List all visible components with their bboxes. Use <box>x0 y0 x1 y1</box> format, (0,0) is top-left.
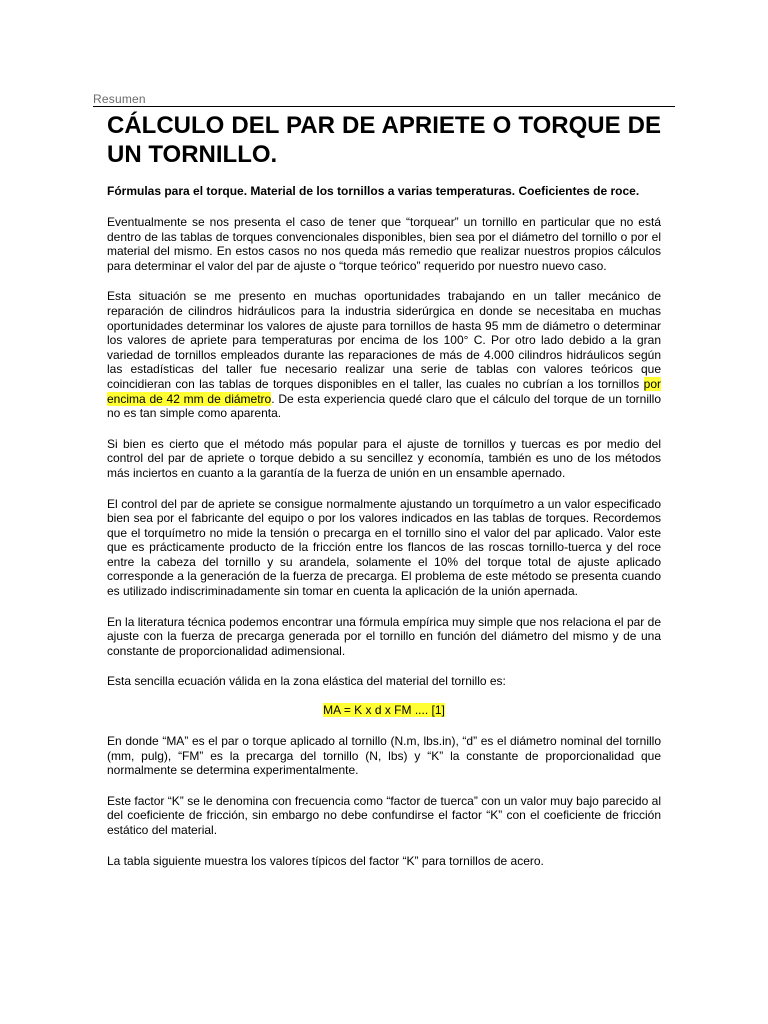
paragraph-4: El control del par de apriete se consigue normalmente ajustando un torquímetro a un valor especificado bien sea por el fabricante del equipo o por los valores indicados en las tablas de torques. Recordemos que el torquímetro no mide la tensión o precarga en el tornillo sino el valor del par aplicado. Valor este que es prácticamente producto de la fricción entre los flancos de las roscas tornillo-tuerca y del roce entre la cabeza del tornillo y su arandela, solamente el 10% del torque total de ajuste aplicado corresponde a la generación de la fuerza de precarga. El problema de este método se presenta cuando es utilizado indiscriminadamente sin tomar en cuenta la aplicación de la unión apernada. <box>107 496 661 599</box>
paragraph-5: En la literatura técnica podemos encontrar una fórmula empírica muy simple que nos relaciona el par de ajuste con la fuerza de precarga generada por el tornillo en función del diámetro del mismo y de una constante de proporcionalidad adimensional. <box>107 614 661 658</box>
paragraph-2 <box>107 289 661 420</box>
paragraph-2-text-a: Esta situación se me presento en muchas oportunidades trabajando en un taller mecánico de reparación de cilindros hidráulicos para la industria siderúrgica en donde se necesitaba en muchas oportunidades determinar los valores de ajuste para tornillos de hasta 95 mm de diámetro o determinar los valores de apriete para temperaturas por encima de los 100° C. Por otro lado debido a la gran variedad de tornillos empleados durante las reparaciones de más de 4.000 cilindros hidráulicos según las estadísticas del taller fue necesario realizar una serie de tablas con valores teóricos que coincidieran con las tablas de torques disponibles en el taller, las cuales no cubrían a los tornillos <box>107 289 661 391</box>
paragraph-7: En donde “MA” es el par o torque aplicado al tornillo (N.m, lbs.in), “d” es el diámetro nominal del tornillo (mm, pulg), “FM” es la precarga del tornillo (N, lbs) y “K” la constante de proporcionalidad que normalmente se determina experimentalmente. <box>107 734 661 778</box>
highlighted-text: por encima de 42 mm de diámetro <box>107 376 661 406</box>
document-subtitle: Fórmulas para el torque. Material de los tornillos a varias temperaturas. Coeficientes de roce. <box>107 184 640 198</box>
document-title: CÁLCULO DEL PAR DE APRIETE O TORQUE DE UN TORNILLO. <box>107 112 661 168</box>
formula: MA = K x d x FM .... [1] <box>323 703 445 718</box>
paragraph-9: La tabla siguiente muestra los valores típicos del factor “K” para tornillos de acero. <box>107 853 544 868</box>
document-label: Resumen <box>93 92 146 106</box>
paragraph-8: Este factor “K” se le denomina con frecuencia como “factor de tuerca” con un valor muy bajo parecido al del coeficiente de fricción, sin embargo no debe confundirse el factor “K” con el coeficiente de fricción estático del material. <box>107 793 661 837</box>
paragraph-1: Eventualmente se nos presenta el caso de tener que “torquear” un tornillo en particular que no está dentro de las tablas de torques convencionales disponibles, bien sea por el diámetro del tornillo o por el material del mismo. En estos casos no nos queda más remedio que realizar nuestros propios cálculos para determinar el valor del par de ajuste o “torque teórico” requerido por nuestro nuevo caso. <box>107 215 661 273</box>
paragraph-3: Si bien es cierto que el método más popular para el ajuste de tornillos y tuercas es por medio del control del par de apriete o torque debido a su sencillez y economía, también es uno de los métodos más inciertos en cuanto a la garantía de la fuerza de unión en un ensamble apernado. <box>107 436 661 480</box>
formula-block <box>107 703 661 718</box>
paragraph-6: Esta sencilla ecuación válida en la zona elástica del material del tornillo es: <box>107 674 506 689</box>
paragraph-2-text-b: . De esta experiencia quedé claro que el cálculo del torque de un tornillo no es tan simple como aparenta. <box>107 391 662 421</box>
document-body <box>107 111 661 868</box>
header-divider <box>93 106 675 107</box>
